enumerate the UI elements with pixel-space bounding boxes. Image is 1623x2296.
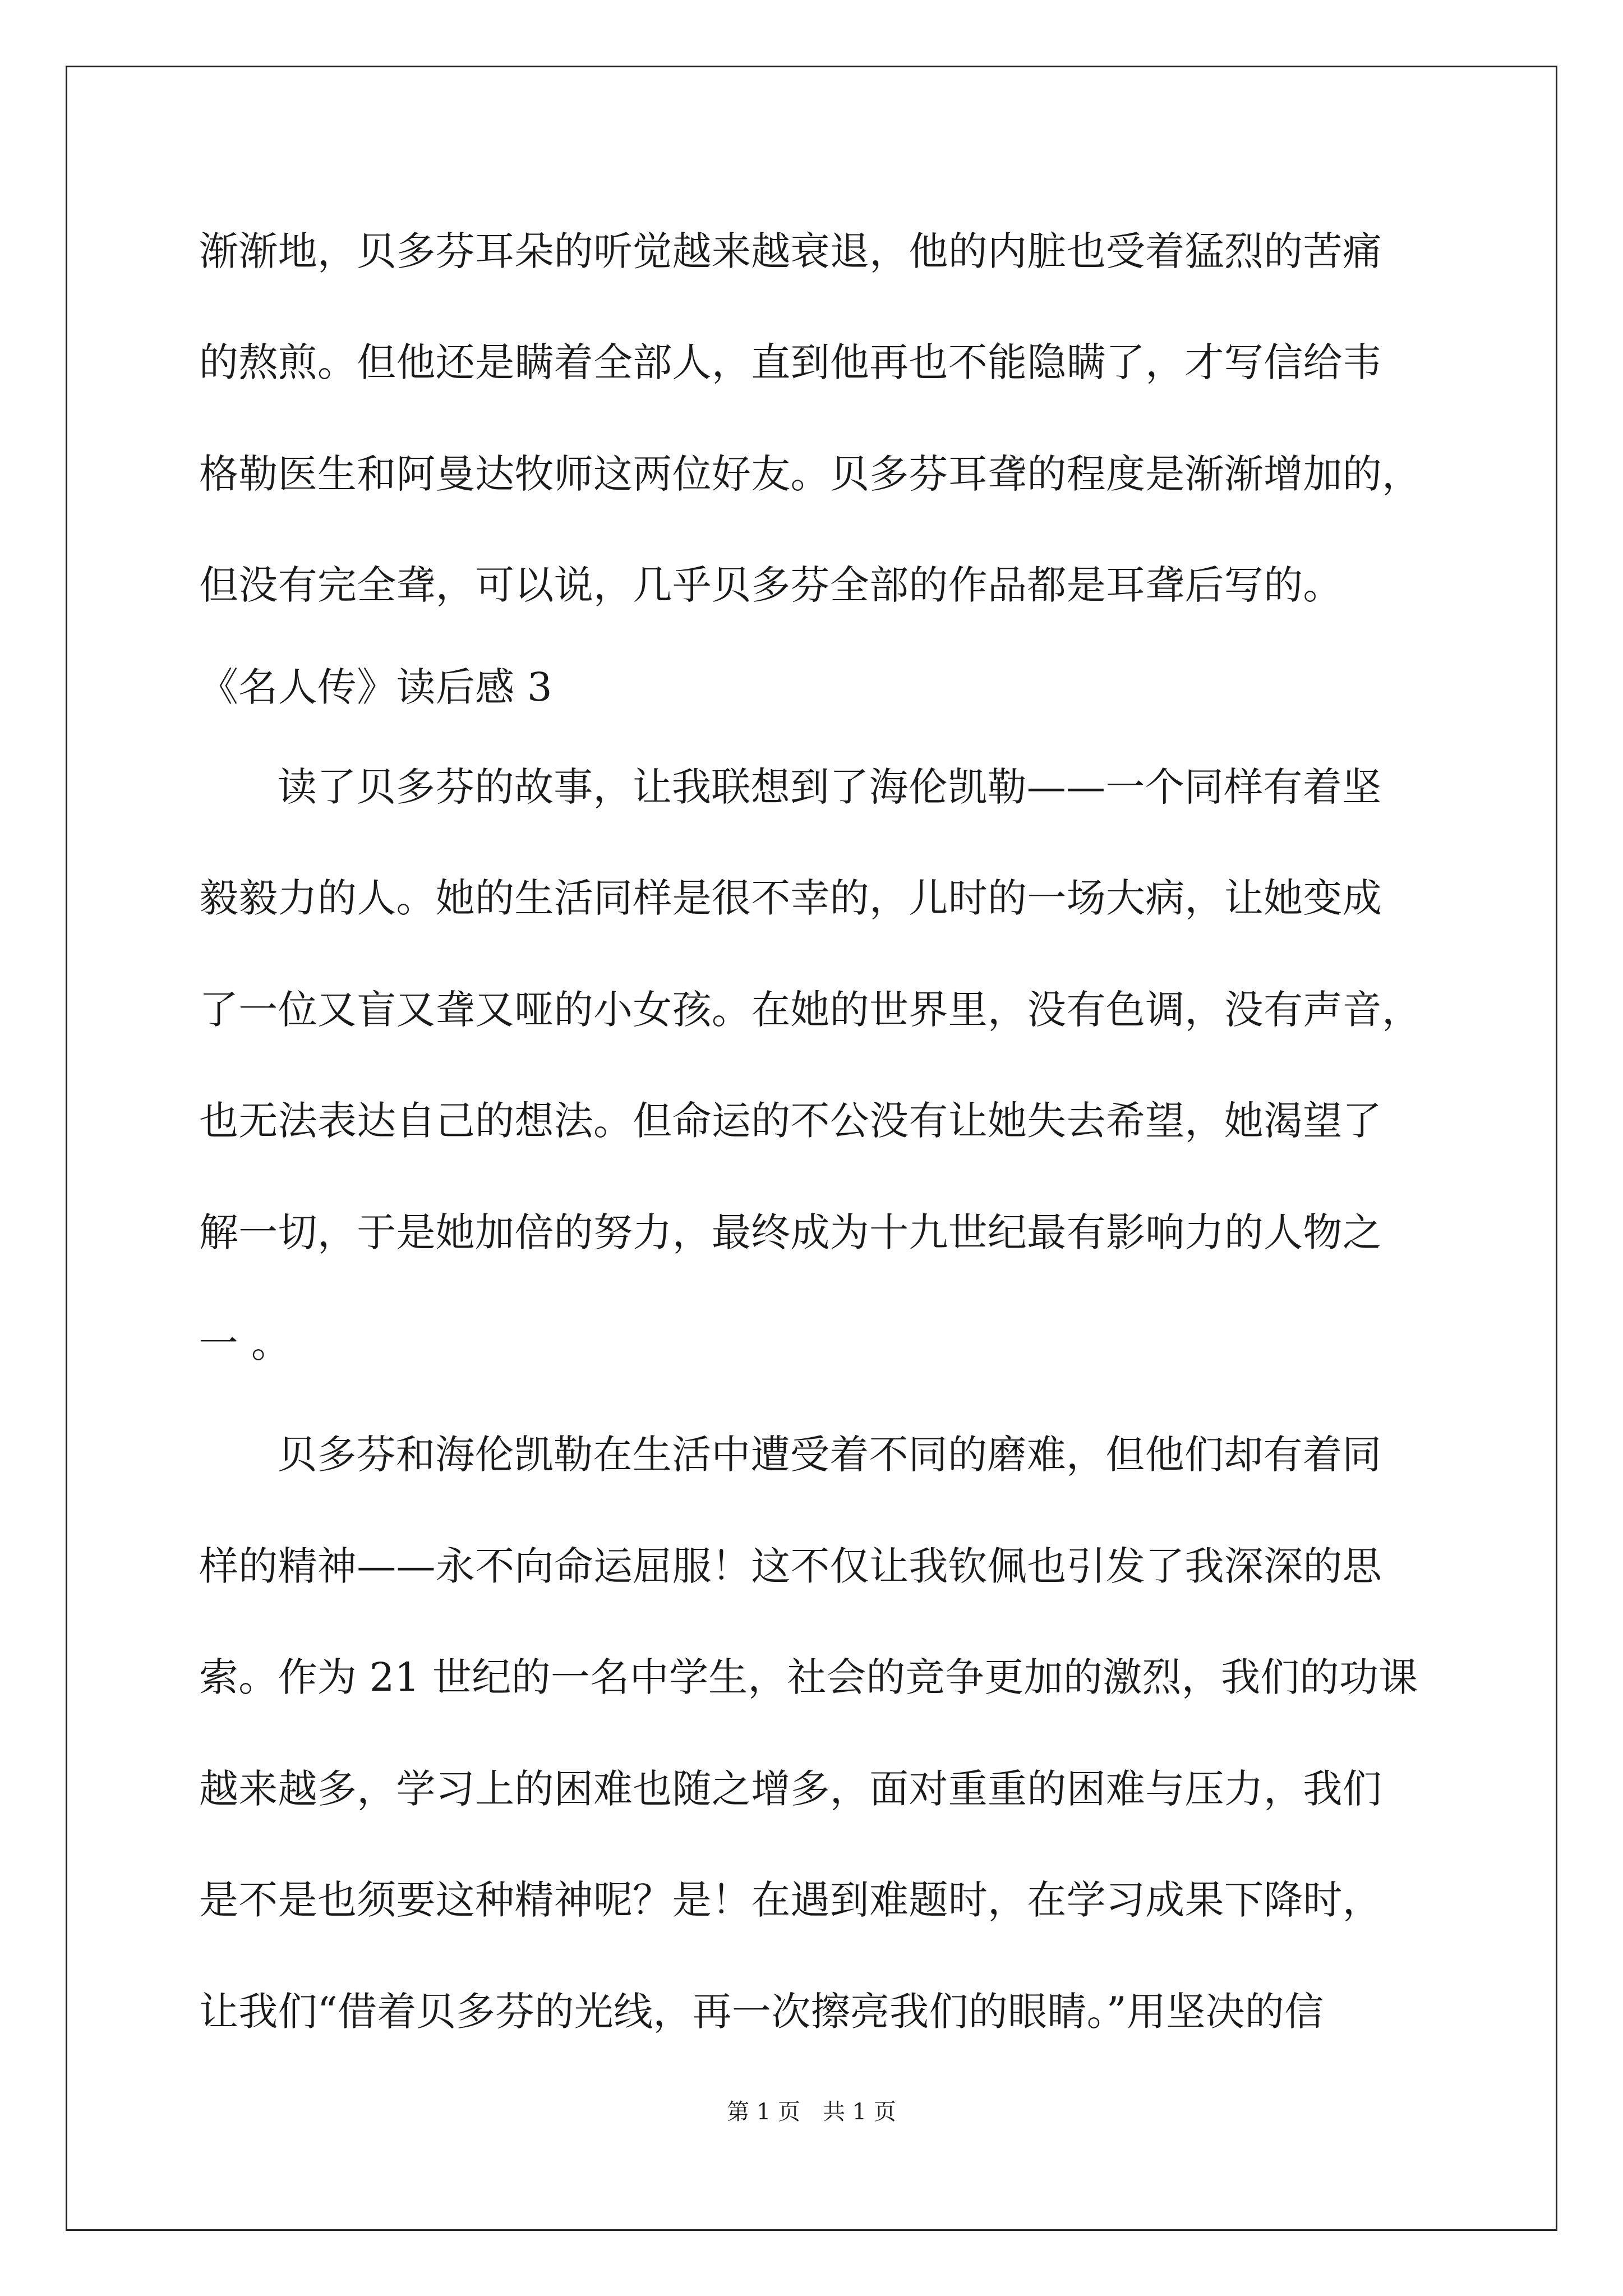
paragraph-line: 毅毅力的人。她的生活同样是很不幸的，儿时的一场大病，让她变成	[199, 875, 1382, 921]
paragraph-line: 读了贝多芬的故事，让我联想到了海伦凯勒——一个同样有着坚	[278, 764, 1382, 810]
paragraph-line: 一 。	[199, 1320, 291, 1366]
paragraph-line: 格勒医生和阿曼达牧师这两位好友。贝多芬耳聋的程度是渐渐增加的，	[199, 451, 1422, 497]
section-heading: 《名人传》读后感 3	[199, 664, 552, 710]
paragraph-line: 解一切，于是她加倍的努力，最终成为十九世纪最有影响力的人物之	[199, 1209, 1382, 1255]
paragraph-line: 贝多芬和海伦凯勒在生活中遭受着不同的磨难，但他们却有着同	[278, 1432, 1382, 1478]
paragraph-line: 渐渐地，贝多芬耳朵的听觉越来越衰退，他的内脏也受着猛烈的苦痛	[199, 228, 1382, 274]
paragraph-line: 也无法表达自己的想法。但命运的不公没有让她失去希望，她渴望了	[199, 1098, 1382, 1144]
paragraph-line: 但没有完全聋，可以说，几乎贝多芬全部的作品都是耳聋后写的。	[199, 562, 1343, 608]
page-footer: 第 1 页 共 1 页	[727, 2099, 896, 2125]
paragraph-line: 样的精神——永不向命运屈服！这不仅让我钦佩也引发了我深深的思	[199, 1543, 1382, 1589]
paragraph-line: 索。作为 21 世纪的一名中学生，社会的竞争更加的激烈，我们的功课	[199, 1654, 1418, 1700]
paragraph-line: 越来越多，学习上的困难也随之增多，面对重重的困难与压力，我们	[199, 1766, 1382, 1812]
paragraph-line: 了一位又盲又聋又哑的小女孩。在她的世界里，没有色调，没有声音，	[199, 987, 1422, 1033]
paragraph-line: 让我们“借着贝多芬的光线，再一次擦亮我们的眼睛。”用坚决的信	[199, 1989, 1324, 2035]
paragraph-line: 是不是也须要这种精神呢？是！在遇到难题时，在学习成果下降时，	[199, 1877, 1382, 1923]
paragraph-line: 的熬煎。但他还是瞒着全部人，直到他再也不能隐瞒了，才写信给韦	[199, 339, 1382, 385]
